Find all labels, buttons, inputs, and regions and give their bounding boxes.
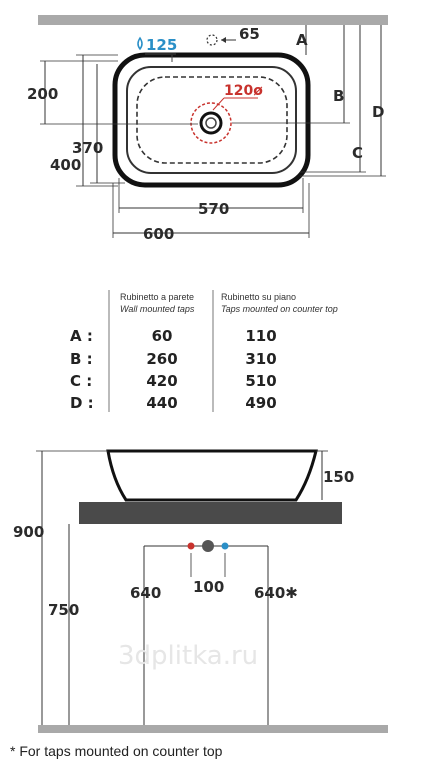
table-col2-subheader: Taps mounted on counter top — [221, 304, 338, 314]
table-row — [70, 350, 277, 368]
dim-c-label: C — [352, 144, 364, 162]
countertop — [79, 502, 342, 524]
dim-d-label: D — [372, 103, 385, 121]
tap-offset-arrow — [221, 37, 226, 43]
drain-pipe-icon — [202, 540, 214, 552]
dim-640-left-label: 640 — [130, 584, 162, 602]
overflow-diameter-label: 125 — [146, 36, 178, 54]
table-cell-counter: 490 — [245, 394, 277, 412]
drain-zone-dashed — [191, 103, 231, 143]
table-row — [70, 327, 277, 345]
table-cell-counter: 110 — [245, 327, 277, 345]
dim-200-label: 200 — [27, 85, 59, 103]
dim-150-label: 150 — [323, 468, 355, 486]
table-cell-wall: 60 — [151, 327, 173, 345]
tap-offset-label: 65 — [239, 25, 260, 43]
basin-inner-outline — [127, 67, 296, 173]
table-cell-counter: 310 — [245, 350, 277, 368]
dim-570-label: 570 — [198, 200, 230, 218]
table-row — [70, 394, 277, 412]
drain-outer — [201, 113, 221, 133]
table-row-label: B : — [70, 350, 93, 368]
dim-750-label: 750 — [48, 601, 80, 619]
basin-outer-outline — [115, 55, 308, 185]
dim-640-right-label: 640✱ — [254, 584, 298, 602]
basin-bowl-dashed — [137, 77, 287, 163]
dim-370-label: 370 — [72, 139, 104, 157]
footnote: * For taps mounted on counter top — [10, 743, 223, 759]
dim-b-label: B — [333, 87, 345, 105]
overflow-drop-icon — [138, 38, 142, 49]
table-row — [70, 372, 277, 390]
table-row-label: D : — [70, 394, 94, 412]
dim-400-label: 400 — [50, 156, 82, 174]
table-cell-wall: 260 — [146, 350, 178, 368]
tap-hole-dashed — [207, 35, 217, 45]
table-col1-subheader: Wall mounted taps — [120, 304, 195, 314]
dim-900-label: 900 — [13, 523, 45, 541]
drain-inner — [206, 118, 216, 128]
basin-side-profile — [108, 451, 316, 500]
table-cell-wall: 420 — [146, 372, 178, 390]
floor-bar — [38, 725, 388, 733]
watermark: 3dplitka.ru — [118, 641, 259, 671]
table-cell-wall: 440 — [146, 394, 178, 412]
dim-a-label: A — [296, 31, 308, 49]
top-view — [27, 15, 388, 243]
dim-100-label: 100 — [193, 578, 225, 596]
table-col2-header: Rubinetto su piano — [221, 292, 297, 302]
cold-water-icon — [222, 543, 229, 550]
table-cell-counter: 510 — [245, 372, 277, 390]
dimensions-table — [70, 290, 338, 412]
drain-diameter-label: 120ø — [224, 83, 263, 99]
hot-water-icon — [188, 543, 195, 550]
side-view — [13, 451, 388, 733]
table-row-label: C : — [70, 372, 93, 390]
table-row-label: A : — [70, 327, 93, 345]
wall-top-bar — [38, 15, 388, 25]
table-col1-header: Rubinetto a parete — [120, 292, 195, 302]
dim-600-label: 600 — [143, 225, 175, 243]
